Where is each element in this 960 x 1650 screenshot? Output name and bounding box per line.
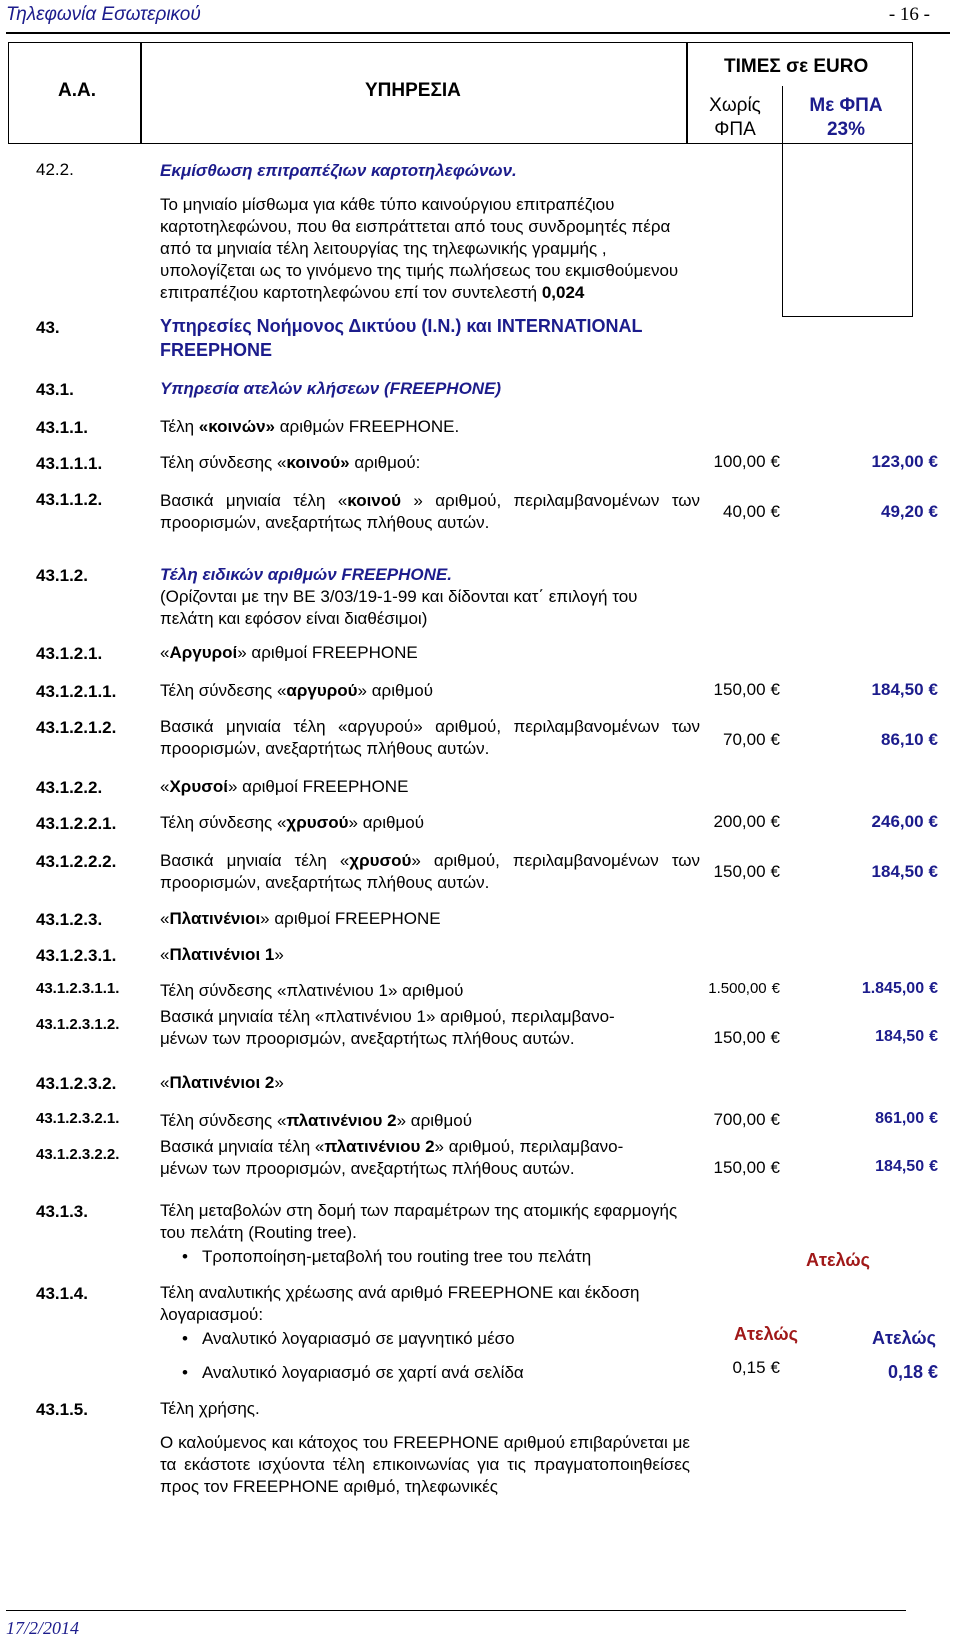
- euro-icon: €: [770, 1110, 780, 1129]
- text: Αναλυτικό λογαριασμό σε μαγνητικό μέσο: [202, 1329, 515, 1348]
- item-title: Υπηρεσία ατελών κλήσεων (FREEPHONE): [160, 379, 502, 398]
- no-vat-header: Χωρίς ΦΠΑ: [709, 95, 761, 140]
- prices-header: ΤΙΜΕΣ σε EURO: [724, 56, 869, 77]
- item-number: 43.1.: [36, 380, 74, 399]
- item-description: [160, 776, 408, 798]
- item-number: 43.1.2.3.1.: [36, 946, 117, 965]
- price-no-vat: [732, 1358, 780, 1378]
- rental-text: Το μηνιαίο μίσθωμα για κάθε τύπο καινούργιου επιτραπέζιου καρτοτηλεφώνου, που θα εισπράττεται από τους συνδρομητές πέρα από τα μηνιαία τέλη λειτουργίας της τηλεφωνικής γραμμής , υπολογίζεται ως το γινόμενο της τιμής πωλήσεως του εκμισθούμενου επιτραπέζιου καρτοτηλεφώνου επί τον συντελεστή: [160, 195, 679, 302]
- item-number: 43.1.2.3.1.2.: [36, 1016, 120, 1033]
- text-bold: χρυσού: [349, 851, 412, 870]
- text-bold: Πλατινένιοι 2: [169, 1073, 275, 1092]
- price-value: 86,10: [880, 730, 924, 749]
- text: «: [160, 777, 170, 796]
- text-bold: Αργυροί: [169, 643, 238, 662]
- price-with-vat: [872, 452, 938, 472]
- bullet-icon: •: [182, 1247, 188, 1266]
- price-value: 700,00: [713, 1110, 766, 1129]
- item-title: Τέλη χρήσης.: [160, 1399, 260, 1418]
- text: «: [160, 909, 170, 928]
- euro-icon: €: [928, 680, 938, 699]
- item-description: [160, 642, 418, 664]
- text: Τέλη σύνδεσης «: [160, 1111, 287, 1130]
- text: » αριθμού, περιλαμβανομένων των προορισμών, ανεξαρτήτως πλήθους αυτών.: [160, 851, 701, 892]
- bullet-item: [160, 1246, 690, 1268]
- price-with-vat: [881, 502, 938, 522]
- text-line: μένων των προορισμών, ανεξαρτήτως πλήθους αυτών.: [160, 1159, 575, 1178]
- euro-icon: €: [770, 502, 780, 521]
- item-description: [160, 908, 441, 930]
- price-value: 0,15: [732, 1358, 766, 1377]
- text-bold: Χρυσοί: [169, 777, 228, 796]
- price-with-vat: [881, 730, 938, 750]
- euro-icon: €: [928, 502, 938, 521]
- item-title: Εκμίσθωση επιτραπέζιων καρτοτηλεφώνων.: [160, 161, 517, 180]
- text: »: [274, 1073, 284, 1092]
- price-value: 100,00: [713, 452, 766, 471]
- bullet-item: [160, 1328, 690, 1350]
- item-number: 43.1.2.3.2.2.: [36, 1146, 120, 1163]
- price-with-vat: [875, 1110, 938, 1128]
- with-vat-label: Με ΦΠΑ: [809, 95, 883, 116]
- price-value: 49,20: [880, 502, 924, 521]
- price-no-vat: [714, 1028, 780, 1048]
- text: Αναλυτικό λογαριασμό σε χαρτί ανά σελίδα: [202, 1363, 524, 1382]
- text-bold: Πλατινένιοι: [169, 909, 261, 928]
- euro-icon: €: [928, 812, 938, 831]
- text: Τέλη σύνδεσης «: [160, 681, 287, 700]
- item-number: 43.1.2.1.2.: [36, 718, 117, 737]
- text: Τροποποίηση-μεταβολή του routing tree του πελάτη: [202, 1247, 592, 1266]
- price-no-vat: [714, 452, 780, 472]
- text: Τέλη σύνδεσης «: [160, 813, 287, 832]
- text: Βασικά μηνιαία τέλη «: [160, 491, 348, 510]
- euro-icon: €: [770, 730, 780, 749]
- price-free: Ατελώς: [734, 1324, 798, 1344]
- price-value: 1.845,00: [861, 980, 925, 997]
- price-no-vat: [708, 980, 780, 997]
- item-description: Βασικά μηνιαία τέλη «αργυρού» αριθμού, περιλαμβανομένων των προορισμών, ανεξαρτήτως πλήθους αυτών.: [160, 717, 700, 758]
- text-bold: κοινού: [347, 491, 402, 510]
- price-value: 150,00: [713, 1158, 766, 1177]
- item-number: 43.1.2.2.1.: [36, 814, 117, 833]
- euro-icon: €: [770, 1028, 780, 1047]
- item-description: [160, 490, 700, 534]
- item-number: 43.1.2.3.1.1.: [36, 980, 120, 997]
- aa-header: Α.Α.: [58, 80, 96, 101]
- euro-icon: €: [770, 452, 780, 471]
- text: » αριθμού: [396, 1111, 473, 1130]
- euro-icon: €: [770, 1358, 780, 1377]
- euro-icon: €: [928, 452, 938, 471]
- price-with-vat: [872, 862, 938, 882]
- price-value: 861,00: [875, 1110, 925, 1127]
- price-value: 184,50: [875, 1028, 925, 1045]
- text: Βασικά μηνιαία τέλη «: [160, 851, 350, 870]
- price-value: 184,50: [871, 680, 924, 699]
- item-number: 43.1.2.3.: [36, 910, 103, 929]
- euro-icon: €: [770, 680, 780, 699]
- item-description: [160, 416, 459, 438]
- euro-icon: €: [770, 1158, 780, 1177]
- text: » αριθμού, περιλαμβανομένων των προορισμών, ανεξαρτήτως πλήθους αυτών.: [160, 491, 700, 532]
- price-value: 40,00: [722, 502, 766, 521]
- price-with-vat: [875, 1158, 938, 1176]
- price-free: Ατελώς: [806, 1250, 870, 1270]
- document-title: Τηλεφωνία Εσωτερικού: [6, 4, 201, 25]
- item-number: 43.: [36, 318, 60, 337]
- item-description: [160, 850, 700, 894]
- item-number: 43.1.2.2.: [36, 778, 103, 797]
- euro-icon: €: [929, 1110, 938, 1127]
- text: αριθμού:: [349, 453, 421, 472]
- item-number: 43.1.1.: [36, 418, 88, 437]
- item-number: 43.1.2.3.2.: [36, 1074, 117, 1093]
- text: Τέλη σύνδεσης «: [160, 453, 287, 472]
- euro-icon: €: [929, 1028, 938, 1045]
- text-bold: αργυρού: [286, 681, 358, 700]
- item-description: Τέλη αναλυτικής χρέωσης ανά αριθμό FREEPHONE και έκδοση λογαριασμού:: [160, 1283, 640, 1324]
- text-bold: Πλατινένιοι 1: [169, 945, 275, 964]
- euro-icon: €: [927, 1362, 938, 1382]
- price-value: 123,00: [871, 452, 924, 471]
- item-number: 42.2.: [36, 160, 74, 179]
- euro-icon: €: [929, 980, 938, 997]
- item-description: [160, 452, 420, 474]
- item-number: 43.1.2.3.2.1.: [36, 1110, 120, 1127]
- text-line: μένων των προορισμών, ανεξαρτήτως πλήθους αυτών.: [160, 1029, 575, 1048]
- bullet-item: [160, 1362, 690, 1384]
- item-description: [160, 1006, 700, 1050]
- footer-rule: [6, 1610, 906, 1611]
- price-no-vat: [714, 680, 780, 700]
- text: » αριθμού, περιλαμβανο-: [434, 1137, 624, 1156]
- euro-icon: €: [928, 730, 938, 749]
- price-no-vat: [714, 1158, 780, 1178]
- item-number: 43.1.1.1.: [36, 454, 103, 473]
- text-bold: πλατινένιου 2: [286, 1111, 397, 1130]
- bullet-icon: •: [182, 1329, 188, 1348]
- euro-icon: €: [928, 862, 938, 881]
- text-bold: πλατινένιου 2: [324, 1137, 435, 1156]
- text: » αριθμοί FREEPHONE: [227, 777, 409, 796]
- with-vat-header: [790, 94, 902, 142]
- price-no-vat: [723, 502, 780, 522]
- price-value: 184,50: [875, 1158, 925, 1175]
- text: «: [160, 1073, 170, 1092]
- item-number: 43.1.2.1.: [36, 644, 103, 663]
- item-description: [160, 680, 433, 702]
- item-number: 43.1.2.2.2.: [36, 852, 117, 871]
- item-number: 43.1.2.: [36, 566, 88, 585]
- price-no-vat: [714, 1110, 780, 1130]
- euro-icon: €: [771, 980, 780, 997]
- item-number: 43.1.1.2.: [36, 490, 103, 509]
- item-description: [160, 812, 424, 834]
- text: »: [274, 945, 284, 964]
- text: » αριθμού: [357, 681, 434, 700]
- price-value: 200,00: [713, 812, 766, 831]
- item-description: Ο καλούμενος και κάτοχος του FREEPHONE αριθμού επιβαρύνεται με τα εκάστοτε ισχύοντα τέλη επικοινωνίας για τις πραγματοποιηθείσες προς τον FREEPHONE αριθμό, τηλεφωνικές: [160, 1433, 690, 1496]
- price-with-vat: [862, 980, 938, 998]
- price-value: 150,00: [713, 862, 766, 881]
- rental-description: [160, 194, 690, 304]
- text: » αριθμού: [348, 813, 424, 832]
- price-value: 0,18: [887, 1362, 923, 1382]
- euro-icon: €: [770, 862, 780, 881]
- text: αριθμών FREEPHONE.: [274, 417, 460, 436]
- item-title: Υπηρεσίες Νοήμονος Δικτύου (Ι.Ν.) και INTERNATIONAL FREEPHONE: [160, 316, 643, 360]
- text-bold: κοινού»: [286, 453, 350, 472]
- item-description: Τέλη σύνδεσης «πλατινένιου 1» αριθμού: [160, 981, 464, 1000]
- text: «: [160, 643, 170, 662]
- price-free-vat: Ατελώς: [872, 1328, 936, 1348]
- item-number: 43.1.5.: [36, 1400, 88, 1419]
- price-no-vat: [723, 730, 780, 750]
- item-description: [160, 1136, 700, 1180]
- text-line: [160, 1136, 700, 1158]
- price-value: 1.500,00: [708, 980, 767, 997]
- item-number: 43.1.4.: [36, 1284, 88, 1303]
- price-with-vat: [872, 680, 938, 700]
- price-value: 70,00: [722, 730, 766, 749]
- text: Βασικά μηνιαία τέλη «: [160, 1137, 325, 1156]
- item-number: 43.1.3.: [36, 1202, 88, 1221]
- price-value: 150,00: [713, 680, 766, 699]
- price-value: 246,00: [871, 812, 924, 831]
- price-no-vat: [714, 862, 780, 882]
- text: «: [160, 945, 170, 964]
- bullet-icon: •: [182, 1363, 188, 1382]
- footer-date: 17/2/2014: [6, 1618, 80, 1638]
- text: Τέλη: [160, 417, 199, 436]
- price-with-vat: [872, 812, 938, 832]
- item-description: [160, 1072, 284, 1094]
- price-no-vat: [714, 812, 780, 832]
- item-description: [160, 1110, 472, 1132]
- text: » αριθμοί FREEPHONE: [260, 909, 441, 928]
- rental-factor: 0,024: [541, 283, 585, 302]
- price-value: 150,00: [713, 1028, 766, 1047]
- price-with-vat: [875, 1028, 938, 1046]
- euro-icon: €: [770, 812, 780, 831]
- text-bold: «κοινών»: [198, 417, 275, 436]
- text-line: Βασικά μηνιαία τέλη «πλατινένιου 1» αριθμού, περιλαμβανο-: [160, 1007, 615, 1026]
- item-description: [160, 944, 284, 966]
- page-number: - 16 -: [888, 4, 930, 25]
- item-description: Τέλη μεταβολών στη δομή των παραμέτρων της ατομικής εφαρμογής του πελάτη (Routing tree).: [160, 1201, 678, 1242]
- with-vat-rate: 23%: [826, 119, 866, 140]
- service-header: ΥΠΗΡΕΣΙΑ: [365, 80, 461, 101]
- euro-icon: €: [929, 1158, 938, 1175]
- price-with-vat: [888, 1362, 938, 1383]
- text-bold: χρυσού: [286, 813, 349, 832]
- item-title: Τέλη ειδικών αριθμών FREEPHONE.: [160, 565, 452, 584]
- price-value: 184,50: [871, 862, 924, 881]
- text: » αριθμοί FREEPHONE: [237, 643, 418, 662]
- header-rule: [6, 32, 950, 34]
- item-number: 43.1.2.1.1.: [36, 682, 117, 701]
- item-note: (Ορίζονται με την ΒΕ 3/03/19-1-99 και δίδονται κατ΄ επιλογή του πελάτη και εφόσον είναι διαθέσιμοι): [160, 587, 638, 628]
